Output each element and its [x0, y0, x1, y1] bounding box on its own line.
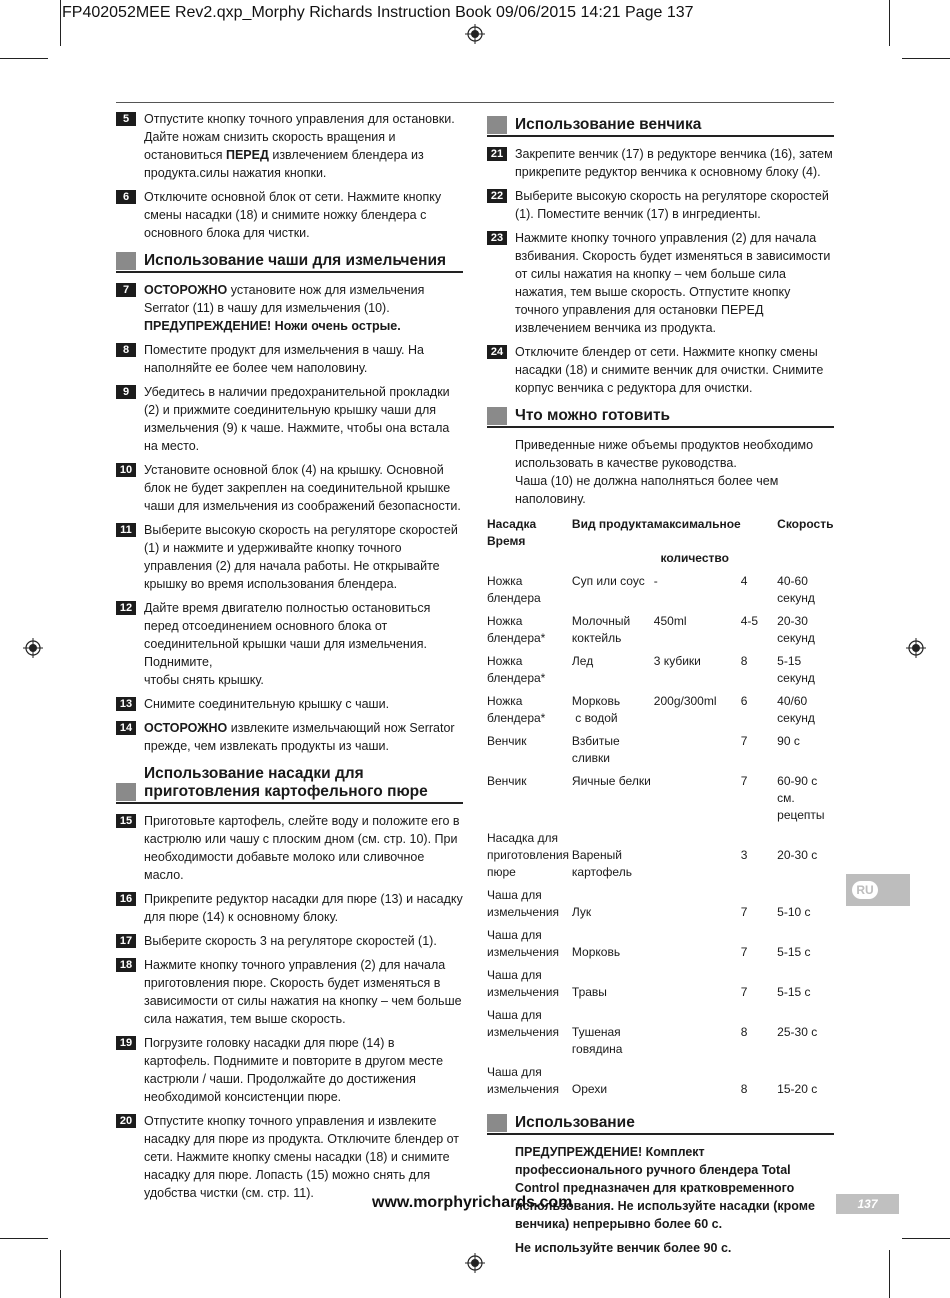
section-heading-masher	[116, 765, 463, 804]
section-heading-whisk	[487, 116, 834, 137]
step-number: 18	[116, 958, 136, 972]
list-item	[116, 1112, 463, 1202]
table-cell: 20-30 с	[777, 848, 818, 862]
section-title: Использование насадки для приготовления картофельного пюре	[144, 765, 428, 800]
steps-group-c	[116, 812, 463, 1202]
step-text: Отпустите кнопку точного управления для остановки. Дайте ножам снизить скорость вращения и остановиться ПЕРЕД извлечением блендера из продукта.силы нажатия кнопки.	[144, 112, 455, 180]
list-item	[116, 890, 463, 926]
table-row	[487, 653, 834, 693]
table-cell: Яичные белки	[571, 774, 651, 788]
step-text: Погрузите головку насадки для пюре (14) в картофель. Поднимите и повторите в другом месте кастрюли / чаши. Продолжайте до достижения необходимой консистенции пюре.	[144, 1036, 444, 1104]
table-cell: 4	[740, 574, 748, 588]
table-cell: 20-30 секунд	[777, 614, 815, 645]
table-cell: 7	[740, 985, 748, 999]
table-cell: 40-60 секунд	[777, 574, 815, 605]
list-item	[116, 812, 463, 884]
section-title: Использование	[515, 1114, 635, 1131]
step-text: Выберите высокую скорость на регуляторе скоростей (1) и нажмите и удерживайте кнопку точного управления (2) для начала работы. Не открывайте крышку во время использования блендера.	[144, 523, 458, 591]
table-cell: 4-5	[740, 614, 759, 628]
section-marker	[487, 116, 507, 134]
table-header-cell: Насадка Время	[487, 517, 537, 548]
section-title: Использование чаши для измельчения	[144, 252, 447, 269]
table-cell	[654, 1007, 741, 1064]
step-text: Отпустите кнопку точного управления и извлеките насадку для пюре из продукта. Отключите блендер от сети. Нажмите кнопку смены насадки (18) и снимите насадку для пюре. Лопасть (15) можно снять для удобства чистки (см. стр. 11).	[144, 1114, 460, 1200]
table-cell	[654, 830, 741, 887]
steps-group-b	[116, 281, 463, 755]
section-marker	[487, 1114, 507, 1132]
table-cell: Венчик	[487, 734, 527, 748]
registration-mark-icon	[465, 24, 485, 44]
list-item	[116, 521, 463, 593]
table-cell: 6	[740, 694, 748, 708]
table-cell: Ножка блендера*	[487, 654, 546, 685]
step-number: 17	[116, 934, 136, 948]
table-cell: Морковь с водой	[571, 694, 621, 725]
steps-group-a	[116, 110, 463, 242]
step-number: 23	[487, 231, 507, 245]
table-cell: 40/60 секунд	[777, 694, 815, 725]
section-heading-usage	[487, 1114, 834, 1135]
section-marker	[116, 252, 136, 270]
step-number: 10	[116, 463, 136, 477]
table-row	[487, 573, 834, 613]
steps-group-d	[487, 145, 834, 397]
step-number: 16	[116, 892, 136, 906]
step-text: Прикрепите редуктор насадки для пюре (13) и насадку для пюре (14) к основному блоку.	[144, 892, 463, 924]
table-cell: Орехи	[571, 1082, 608, 1096]
crop-mark	[889, 0, 890, 46]
page-number: 137	[836, 1194, 899, 1214]
table-cell	[654, 927, 741, 967]
table-cell: Травы	[571, 985, 607, 999]
table-cell: Венчик	[487, 774, 527, 788]
crop-mark	[60, 0, 61, 46]
step-text: Снимите соединительную крышку с чаши.	[144, 697, 390, 711]
table-cell	[654, 1064, 741, 1104]
list-item	[116, 719, 463, 755]
table-cell: Взбитые сливки	[571, 734, 620, 765]
step-text: Дайте время двигателю полностью остановиться перед отсоединением основного блока от соединительной крышки чаши для измельчения. Поднимите, чтобы снять крышку.	[144, 601, 431, 687]
table-cell: 60-90 с см. рецепты	[777, 774, 825, 822]
crop-mark	[60, 1250, 61, 1298]
list-item	[116, 1034, 463, 1106]
quantities-table	[487, 516, 834, 1104]
step-number: 6	[116, 190, 136, 204]
table-cell	[654, 773, 741, 830]
table-cell: 3 кубики	[653, 654, 701, 668]
section-title: Использование венчика	[515, 116, 702, 133]
table-row	[487, 773, 834, 830]
step-text: Закрепите венчик (17) в редукторе венчика (16), затем прикрепите редуктор венчика к основному блоку (4).	[515, 147, 833, 179]
table-cell: 90 с	[777, 734, 800, 748]
step-text: ОСТОРОЖНО извлеките измельчающий нож Serrator прежде, чем извлекать продукты из чаши.	[144, 721, 455, 753]
table-cell: Морковь	[571, 945, 621, 959]
section-heading-recipes	[487, 407, 834, 428]
step-number: 21	[487, 147, 507, 161]
table-cell	[654, 733, 741, 773]
crop-mark	[0, 58, 48, 59]
step-number: 24	[487, 345, 507, 359]
step-number: 15	[116, 814, 136, 828]
list-item	[116, 110, 463, 182]
list-item	[116, 599, 463, 689]
crop-mark	[902, 1238, 950, 1239]
warning-text: ПРЕДУПРЕЖДЕНИЕ! Комплект профессионального ручного блендера Total Control предназначен для кратковременного использования. Не используйте насадки (кроме венчика) непрерывно более 60 с.	[515, 1145, 815, 1231]
step-number: 20	[116, 1114, 136, 1128]
table-cell: 5-10 с	[777, 905, 811, 919]
crop-mark	[902, 58, 950, 59]
registration-mark-icon	[23, 638, 43, 658]
list-item	[116, 932, 463, 950]
table-row	[487, 613, 834, 653]
step-text: Приготовьте картофель, слейте воду и положите его в кастрюлю или чашу с плоским дном (см. стр. 10). При необходимости добавьте молоко или сливочное масло.	[144, 814, 460, 882]
table-cell: Чаша для измельчения	[487, 968, 559, 999]
table-cell: 450ml	[653, 614, 687, 628]
step-number: 8	[116, 343, 136, 357]
table-cell: Чаша для измельчения	[487, 928, 559, 959]
table-header-cell: Вид продукта	[571, 517, 654, 531]
list-item	[487, 229, 834, 337]
step-text: Установите основной блок (4) на крышку. Основной блок не будет закреплен на соединительной крышке чаши для измельчения из соображений безопасности.	[144, 463, 461, 513]
step-text: Убедитесь в наличии предохранительной прокладки (2) и прижмите соединительную крышку чаши для измельчения (9) к чаше. Нажмите, чтобы она встала на место.	[144, 385, 450, 453]
table-cell: 200g/300ml	[653, 694, 717, 708]
step-text: Нажмите кнопку точного управления (2) для начала приготовления пюре. Скорость будет изменяться в зависимости от силы нажатия на кнопку – чем больше сила нажатия, тем выше скорость.	[144, 958, 462, 1026]
table-cell: Ножка блендера*	[487, 694, 546, 725]
table-cell: 8	[740, 1082, 748, 1096]
step-text: Выберите высокую скорость на регуляторе скоростей (1). Поместите венчик (17) в ингредиенты.	[515, 189, 829, 221]
table-cell: 7	[740, 774, 748, 788]
table-cell: Ножка блендера*	[487, 614, 546, 645]
list-item	[487, 343, 834, 397]
section-title: Что можно готовить	[515, 407, 671, 424]
table-cell: 7	[740, 734, 748, 748]
table-header-cell: максимальное количество	[653, 517, 741, 565]
list-item	[116, 383, 463, 455]
table-cell: 7	[740, 905, 748, 919]
step-number: 14	[116, 721, 136, 735]
step-number: 9	[116, 385, 136, 399]
table-body	[487, 573, 834, 1104]
top-rule	[116, 102, 834, 103]
table-cell: 7	[740, 945, 748, 959]
table-cell: Вареный картофель	[571, 848, 632, 879]
table-cell: Насадка для приготовления пюре	[487, 831, 570, 879]
website-url: www.morphyrichards.com	[372, 1194, 573, 1211]
table-cell: Суп или соус	[571, 574, 645, 588]
list-item	[116, 281, 463, 335]
language-tab	[846, 874, 910, 906]
table-cell: 15-20 с	[777, 1082, 818, 1096]
list-item	[116, 956, 463, 1028]
language-badge: RU	[852, 881, 878, 899]
table-cell: Лук	[571, 905, 592, 919]
step-text: Поместите продукт для измельчения в чашу. На наполняйте ее более чем наполовину.	[144, 343, 424, 375]
step-text: Нажмите кнопку точного управления (2) для начала взбивания. Скорость будет изменяться в зависимости от силы нажатия на кнопку – чем больше сила нажатия, тем выше скорость. Отпустите кнопку точного управления для остановки ПЕРЕД извлечением венчика из продукта.	[515, 231, 831, 335]
table-row	[487, 693, 834, 733]
table-cell: Тушеная говядина	[571, 1025, 623, 1056]
table-cell: 8	[740, 1025, 748, 1039]
section-marker	[116, 783, 136, 801]
step-number: 19	[116, 1036, 136, 1050]
table-cell: Ножка блендера	[487, 574, 541, 605]
table-cell: 3	[740, 848, 748, 862]
section-marker	[487, 407, 507, 425]
table-header-cell	[741, 516, 777, 573]
list-item	[487, 187, 834, 223]
table-cell: 25-30 с	[777, 1025, 818, 1039]
list-item	[487, 145, 834, 181]
step-number: 7	[116, 283, 136, 297]
table-cell: -	[653, 574, 658, 588]
table-cell: Молочный коктейль	[571, 614, 631, 645]
recipes-intro: Приведенные ниже объемы продуктов необходимо использовать в качестве руководства. Чаша (10) не должна наполняться более чем наполовину.	[515, 438, 814, 506]
table-row	[487, 887, 834, 927]
step-number: 11	[116, 523, 136, 537]
table-header-row	[487, 516, 834, 573]
step-text: ОСТОРОЖНО установите нож для измельчения Serrator (11) в чашу для измельчения (10). ПРЕДУПРЕЖДЕНИЕ! Ножи очень острые.	[144, 283, 425, 333]
crop-mark	[0, 1238, 48, 1239]
right-column	[487, 114, 834, 1263]
table-cell: Чаша для измельчения	[487, 888, 559, 919]
list-item	[116, 461, 463, 515]
table-cell: Чаша для измельчения	[487, 1008, 559, 1039]
table-cell: Лед	[571, 654, 594, 668]
table-cell: 5-15 с	[777, 985, 811, 999]
section-heading-chopper	[116, 252, 463, 273]
table-cell: 5-15 секунд	[777, 654, 815, 685]
warning-text-whisk: Не используйте венчик более 90 с.	[515, 1241, 732, 1255]
table-cell	[654, 887, 741, 927]
list-item	[116, 341, 463, 377]
registration-mark-icon	[465, 1253, 485, 1273]
step-number: 12	[116, 601, 136, 615]
step-text: Отключите основной блок от сети. Нажмите кнопку смены насадки (18) и снимите ножку блендера с основного блока для чистки.	[144, 190, 442, 240]
table-cell: 8	[740, 654, 748, 668]
table-cell: Чаша для измельчения	[487, 1065, 559, 1096]
step-number: 22	[487, 189, 507, 203]
table-cell	[654, 967, 741, 1007]
step-text: Отключите блендер от сети. Нажмите кнопку смены насадки (18) и снимите венчик для очистки. Снимите корпус венчика с редуктора для очистки.	[515, 345, 824, 395]
table-row	[487, 733, 834, 773]
step-number: 5	[116, 112, 136, 126]
crop-mark	[889, 1250, 890, 1298]
table-row	[487, 830, 834, 887]
left-column	[116, 110, 463, 1208]
table-row	[487, 967, 834, 1007]
step-number: 13	[116, 697, 136, 711]
list-item	[116, 188, 463, 242]
table-cell: 5-15 с	[777, 945, 811, 959]
print-header: FP402052MEE Rev2.qxp_Morphy Richards Instruction Book 09/06/2015 14:21 Page 137	[62, 4, 694, 21]
table-row	[487, 1064, 834, 1104]
table-header-cell: Скорость	[777, 517, 834, 531]
list-item	[116, 695, 463, 713]
table-row	[487, 1007, 834, 1064]
step-text: Выберите скорость 3 на регуляторе скоростей (1).	[144, 934, 437, 948]
table-row	[487, 927, 834, 967]
registration-mark-icon	[906, 638, 926, 658]
